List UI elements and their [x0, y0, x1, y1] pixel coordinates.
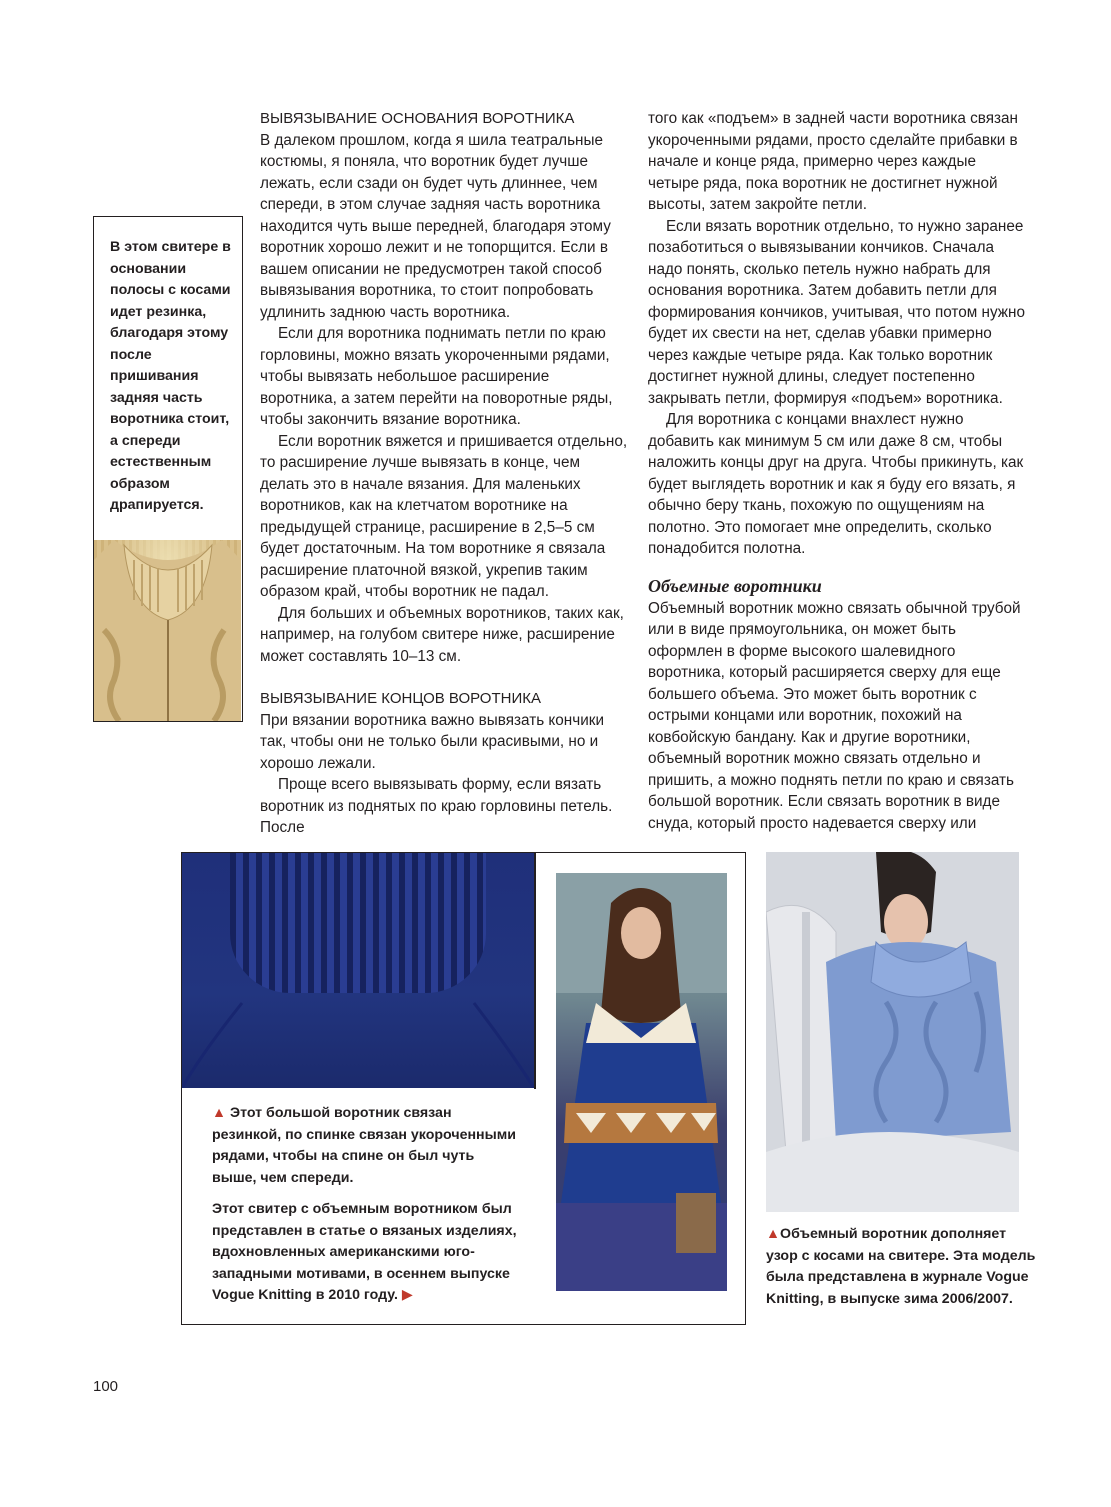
- model-southwest-sweater-photo: [556, 873, 727, 1291]
- paragraph: При вязании воротника важно вывязать кончики так, чтобы они не только были красивыми, но и хорошо лежали.: [260, 711, 605, 772]
- caption-text: Этот свитер с объемным воротником был представлен в статье о вязаных изделиях, вдохновленных американскими юго-западными мотивами, в осеннем выпуске Vogue Knitting в 2010 году.: [212, 1201, 517, 1303]
- triangle-up-icon: ▲: [766, 1226, 781, 1242]
- paragraph: Если воротник вяжется и пришивается отдельно, то расширение лучше вывязать в конце, чем делать это в начале вязания. Для маленьких воротников, как на клетчатом воротнике на предыдущей странице, расширение в 2,5–5 см будет достаточным. На том воротнике я связала расширение платочной вязкой, укрепив таким образом край, чтобы воротник не падал.: [260, 432, 628, 600]
- paragraph: Для больших и объемных воротников, таких как, например, на голубом свитере ниже, расширение может составлять 10–13 см.: [260, 604, 624, 665]
- paragraph: В далеком прошлом, когда я шила театральные костюмы, я поняла, что воротник будет лучше лежать, если сзади он будет чуть длиннее, чем спереди, в этом случае задняя часть воротника находится чуть выше передней, благодаря этому воротник хорошо лежит и не топорщится. Если в вашем описании не предусмотрен такой способ вывязывания воротника, то стоит попробовать удлинить заднюю часть воротника.: [260, 131, 611, 321]
- caption-text: Объемный воротник дополняет узор с косами на свитере. Эта модель была представлена в журнале Vogue Knitting, в выпуске зима 2006/2007.: [766, 1226, 1036, 1307]
- page-number: 100: [93, 1378, 119, 1395]
- caption-text: Этот большой воротник связан резинкой, по спинке связан укороченными рядами, чтобы на спине он был чуть выше, чем спереди.: [212, 1105, 516, 1186]
- paragraph: того как «подъем» в задней части воротника связан укороченными рядами, просто сделайте прибавки в начале и конце ряда, примерно через каждые четыре ряда, пока воротник не достигнет нужной высоты, затем закройте петли.: [648, 110, 1018, 213]
- paragraph: Проще всего вывязывать форму, если вязать воротник из поднятых по краю горловины петель. После: [260, 776, 613, 836]
- section-heading: ВЫВЯЗЫВАНИЕ ОСНОВАНИЯ ВОРОТНИКА: [260, 110, 575, 127]
- section-heading: ВЫВЯЗЫВАНИЕ КОНЦОВ ВОРОТНИКА: [260, 690, 541, 707]
- caption-left: [212, 1103, 522, 1307]
- photo-divider: [534, 853, 536, 1089]
- caption-right: [766, 1224, 1036, 1310]
- navy-collar-photo: [182, 853, 534, 1088]
- paragraph: Для воротника с концами внахлест нужно добавить как минимум 5 см или даже 8 см, чтобы наложить концы друг на друга. Чтобы прикинуть, как будет выглядеть воротник и как я буду его вязать, я обычно беру ткань, похожую по ощущениям на полотно. Это помогает мне определить, сколько понадобится полотна.: [648, 411, 1024, 557]
- cream-sweater-photo: [94, 540, 241, 721]
- sidebar-box: [93, 216, 243, 722]
- text-column-left: [260, 108, 628, 839]
- photo-frame: [181, 852, 746, 1325]
- paragraph: Объемный воротник можно связать обычной трубой или в виде прямоугольника, он может быть оформлен в форме высокого шалевидного воротника, который расширяется сверху для еще большего объема. Это может быть воротник с острыми концами или воротник, похожий на ковбойскую бандану. Как и другие воротники, объемный воротник можно связать отдельно и пришить, а можно поднять петли по краю и связать большой воротник. Если связать воротник в виде снуда, который просто надевается сверху или: [648, 599, 1021, 832]
- text-column-right: [648, 108, 1028, 834]
- paragraph: Если для воротника поднимать петли по краю горловины, можно вязать укороченными рядами, чтобы вывязать небольшое расширение воротника, а затем перейти на поворотные ряды, чтобы закончить вязание воротника.: [260, 325, 613, 428]
- triangle-up-icon: ▲: [212, 1105, 227, 1121]
- subheading: Объемные воротники: [648, 575, 822, 596]
- sidebar-text: В этом свитере в основании полосы с косами идет резинка, благодаря этому после пришивания задняя часть воротника стоит, а спереди естественным образом драпируется.: [110, 239, 231, 513]
- paragraph: Если вязать воротник отдельно, то нужно заранее позаботиться о вывязывании кончиков. Сначала надо понять, сколько петель нужно набрать для основания воротника. Затем добавить петли для формирования кончиков, учитывая, что потом нужно будет их свести на нет, сделав убавки примерно через каждые четыре ряда. Как только воротник достигнет нужной длины, следует постепенно закрывать петли, формируя «подъем» воротника.: [648, 217, 1025, 407]
- light-blue-cable-sweater-photo: [766, 852, 1019, 1212]
- triangle-right-icon: ▶: [401, 1287, 413, 1303]
